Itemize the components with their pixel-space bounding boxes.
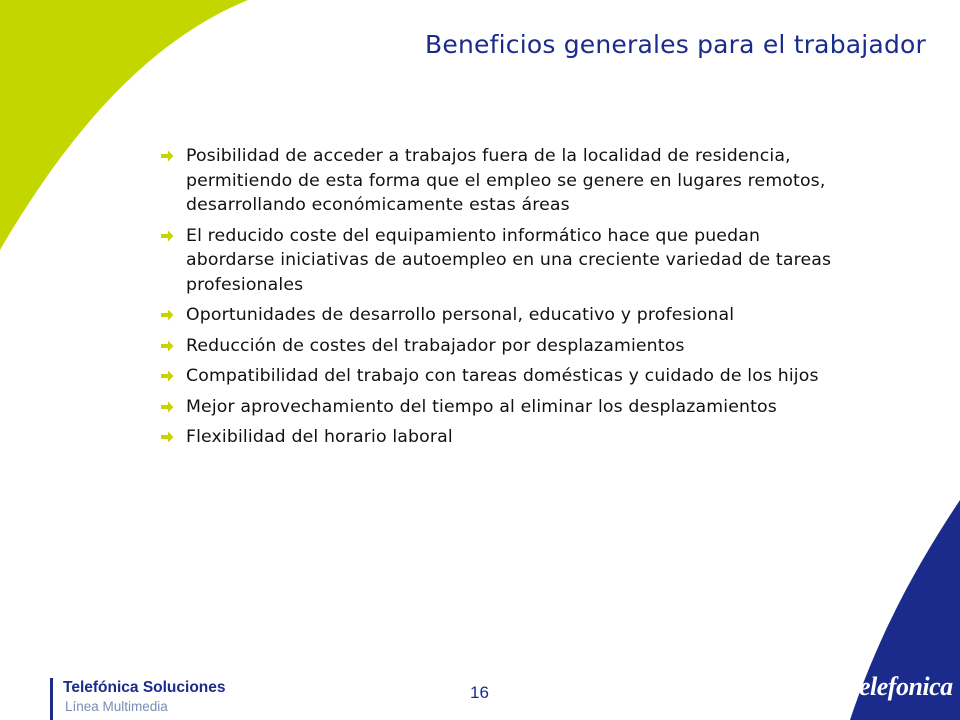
arrow-right-icon <box>160 339 174 353</box>
bullet-item <box>158 334 838 359</box>
footer-subtitle: Línea Multimedia <box>65 699 168 714</box>
bullet-list <box>158 144 838 456</box>
bullet-item <box>158 364 838 389</box>
slide-title: Beneficios generales para el trabajador <box>425 30 926 59</box>
arrow-right-icon <box>160 400 174 414</box>
arrow-right-icon <box>160 149 174 163</box>
arrow-right-icon <box>160 430 174 444</box>
arrow-right-icon <box>160 229 174 243</box>
arrow-right-icon <box>160 369 174 383</box>
bullet-text: Mejor aprovechamiento del tiempo al eliminar los desplazamientos <box>186 396 777 417</box>
bullet-item <box>158 303 838 328</box>
footer-divider <box>50 678 53 720</box>
telefonica-logo: Telefonica <box>846 672 953 701</box>
bullet-text: Compatibilidad del trabajo con tareas domésticas y cuidado de los hijos <box>186 366 819 386</box>
bullet-text: Flexibilidad del horario laboral <box>186 427 453 447</box>
page-number: 16 <box>470 683 489 702</box>
bullet-item <box>158 395 838 420</box>
bullet-text: El reducido coste del equipamiento informático hace que puedan abordarse iniciativas de autoempleo en una creciente variedad de tareas profesionales <box>186 225 832 295</box>
bullet-text: Posibilidad de acceder a trabajos fuera de la localidad de residencia, permitiendo de esta forma que el empleo se genere en lugares remotos, desarrollando económicamente estas áreas <box>186 146 826 215</box>
bullet-item <box>158 224 838 298</box>
bullet-text: Reducción de costes del trabajador por desplazamientos <box>186 335 685 356</box>
bullet-item <box>158 144 838 218</box>
bullet-item <box>158 425 838 450</box>
footer-company: Telefónica Soluciones <box>63 679 226 696</box>
bullet-text: Oportunidades de desarrollo personal, educativo y profesional <box>186 305 735 325</box>
arrow-right-icon <box>160 308 174 322</box>
